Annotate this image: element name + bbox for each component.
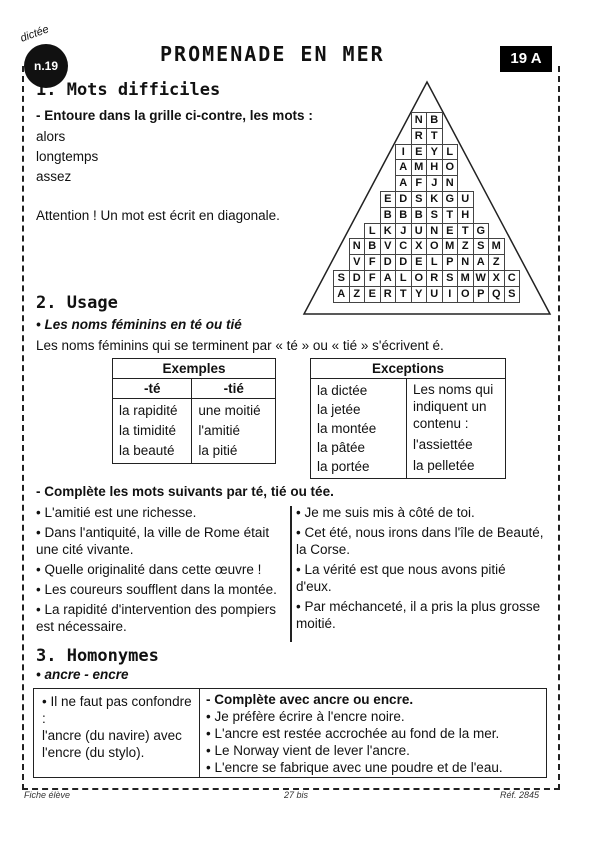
- grid-letter[interactable]: F: [364, 270, 381, 287]
- grid-letter[interactable]: B: [380, 207, 397, 224]
- grid-letter[interactable]: C: [395, 238, 412, 255]
- homonym-exercise: [206, 691, 542, 776]
- grid-letter[interactable]: V: [380, 238, 397, 255]
- dictee-number-badge: n.19: [24, 44, 68, 88]
- grid-letter[interactable]: N: [457, 254, 474, 271]
- grid-row: [412, 112, 443, 129]
- grid-letter[interactable]: T: [442, 207, 459, 224]
- grid-letter[interactable]: L: [395, 270, 412, 287]
- example-te: la beauté: [119, 443, 175, 458]
- grid-letter[interactable]: A: [333, 286, 350, 303]
- grid-row: [412, 128, 443, 145]
- grid-letter[interactable]: D: [395, 191, 412, 208]
- col-tie: -tié: [192, 379, 276, 399]
- homonym-line: • Il ne faut pas confondre :: [42, 694, 192, 726]
- grid-letter[interactable]: S: [333, 270, 350, 287]
- section-3-title: 3. Homonymes: [36, 646, 159, 666]
- grid-letter[interactable]: M: [442, 238, 459, 255]
- homonym-box: [33, 688, 547, 778]
- homonym-line: l'encre (du stylo).: [42, 745, 145, 760]
- homonym-explanation: [42, 693, 192, 761]
- example-te: la rapidité: [119, 403, 178, 418]
- grid-letter[interactable]: K: [426, 191, 443, 208]
- grid-letter[interactable]: M: [411, 159, 428, 176]
- grid-letter[interactable]: I: [442, 286, 459, 303]
- grid-letter[interactable]: I: [395, 144, 412, 161]
- grid-letter[interactable]: M: [488, 238, 505, 255]
- grid-row: [350, 254, 505, 271]
- grid-letter[interactable]: E: [411, 144, 428, 161]
- example-tie: une moitié: [198, 403, 261, 418]
- grid-row: [365, 223, 489, 240]
- grid-row: [396, 175, 458, 192]
- sentence: • La rapidité d'intervention des pompiers est nécessaire.: [36, 602, 276, 634]
- column-divider: [290, 506, 292, 642]
- exception-word: la dictée: [317, 383, 368, 398]
- grid-letter[interactable]: D: [380, 254, 397, 271]
- grid-letter[interactable]: B: [426, 112, 443, 129]
- grid-letter[interactable]: P: [442, 254, 459, 271]
- attention-note: Attention ! Un mot est écrit en diagonale.: [36, 208, 280, 223]
- example-tie: la pitié: [198, 443, 238, 458]
- grid-letter[interactable]: N: [411, 112, 428, 129]
- sentence: • L'amitié est une richesse.: [36, 505, 197, 520]
- grid-letter[interactable]: T: [426, 128, 443, 145]
- grid-letter[interactable]: J: [426, 175, 443, 192]
- sentence: • Je préfère écrire à l'encre noire.: [206, 709, 405, 724]
- grid-letter[interactable]: B: [364, 238, 381, 255]
- grid-letter[interactable]: L: [442, 144, 459, 161]
- exception-word: la montée: [317, 421, 377, 436]
- grid-letter[interactable]: S: [426, 207, 443, 224]
- grid-letter[interactable]: N: [426, 223, 443, 240]
- exceptions-header: Exceptions: [311, 359, 506, 379]
- grid-letter[interactable]: C: [504, 270, 521, 287]
- grid-letter[interactable]: T: [457, 223, 474, 240]
- grid-letter[interactable]: S: [504, 286, 521, 303]
- s3-instruction: - Complète les mots suivants par té, tié ou tée.: [36, 484, 334, 499]
- grid-letter[interactable]: A: [395, 175, 412, 192]
- grid-letter[interactable]: E: [442, 223, 459, 240]
- grid-letter[interactable]: E: [364, 286, 381, 303]
- grid-letter[interactable]: G: [442, 191, 459, 208]
- section-1-title: 1. Mots difficiles: [36, 80, 221, 100]
- sentence: • L'encre se fabrique avec une poudre et de l'eau.: [206, 760, 503, 775]
- s2-intro: Les noms féminins qui se terminent par « té » ou « tié » s'écrivent é.: [36, 338, 444, 353]
- grid-letter[interactable]: U: [411, 223, 428, 240]
- sentence: • Le Norway vient de lever l'ancre.: [206, 743, 410, 758]
- grid-letter[interactable]: R: [411, 128, 428, 145]
- grid-letter[interactable]: D: [349, 270, 366, 287]
- grid-letter[interactable]: O: [411, 270, 428, 287]
- col-te: -té: [113, 379, 192, 399]
- grid-letter[interactable]: X: [411, 238, 428, 255]
- grid-letter[interactable]: H: [457, 207, 474, 224]
- sentence: • Quelle originalité dans cette œuvre !: [36, 562, 262, 577]
- sentence: • La vérité est que nous avons pitié d'eux.: [296, 562, 506, 594]
- footer-page: 27 bis: [284, 790, 309, 800]
- grid-letter[interactable]: Q: [488, 286, 505, 303]
- s1-instruction: - Entoure dans la grille ci-contre, les mots :: [36, 108, 313, 123]
- grid-row: [350, 238, 505, 255]
- grid-row: [334, 270, 520, 287]
- grid-row: [381, 191, 474, 208]
- grid-row: [381, 207, 474, 224]
- exception-note: Les noms qui indiquent un contenu :: [413, 382, 494, 431]
- exception-word: la portée: [317, 459, 370, 474]
- sentence: • L'ancre est restée accrochée au fond de la mer.: [206, 726, 500, 741]
- footer-ref: Réf. 2845: [500, 790, 540, 800]
- grid-row: [334, 286, 520, 303]
- grid-letter[interactable]: M: [457, 270, 474, 287]
- exception-word: la pelletée: [413, 458, 475, 473]
- grid-letter[interactable]: S: [442, 270, 459, 287]
- example-tie: l'amitié: [198, 423, 240, 438]
- exception-word: l'assiettée: [413, 437, 473, 452]
- grid-letter[interactable]: S: [473, 238, 490, 255]
- grid-letter[interactable]: U: [426, 286, 443, 303]
- grid-letter[interactable]: L: [364, 223, 381, 240]
- grid-letter[interactable]: W: [473, 270, 490, 287]
- grid-letter[interactable]: G: [473, 223, 490, 240]
- grid-letter[interactable]: F: [364, 254, 381, 271]
- grid-letter[interactable]: B: [411, 207, 428, 224]
- grid-letter[interactable]: X: [488, 270, 505, 287]
- grid-letter[interactable]: S: [411, 191, 428, 208]
- word-2: longtemps: [36, 149, 99, 164]
- grid-letter[interactable]: A: [380, 270, 397, 287]
- grid-letter[interactable]: P: [473, 286, 490, 303]
- grid-letter[interactable]: O: [426, 238, 443, 255]
- sentence: • Je me suis mis à côté de toi.: [296, 505, 475, 520]
- grid-letter[interactable]: L: [426, 254, 443, 271]
- sentence: • Par méchanceté, il a pris la plus grosse moitié.: [296, 599, 541, 631]
- grid-letter[interactable]: B: [395, 207, 412, 224]
- exercise-right: [296, 504, 544, 635]
- example-te: la timidité: [119, 423, 177, 438]
- grid-letter[interactable]: Z: [457, 238, 474, 255]
- grid-letter[interactable]: U: [457, 191, 474, 208]
- sentence: • Dans l'antiquité, la ville de Rome était une cité vivante.: [36, 525, 270, 557]
- homonym-line: l'ancre (du navire) avec: [42, 728, 182, 743]
- grid-letter[interactable]: H: [426, 159, 443, 176]
- grid-letter[interactable]: Z: [488, 254, 505, 271]
- section-2-title: 2. Usage: [36, 293, 118, 313]
- grid-letter[interactable]: N: [349, 238, 366, 255]
- grid-letter[interactable]: F: [411, 175, 428, 192]
- examples-table: [112, 358, 276, 464]
- page-title: PROMENADE EN MER: [160, 42, 385, 66]
- grid-letter[interactable]: D: [395, 254, 412, 271]
- examples-header: Exemples: [113, 359, 276, 379]
- grid-row: [396, 159, 458, 176]
- grid-letter[interactable]: N: [442, 175, 459, 192]
- grid-letter[interactable]: K: [380, 223, 397, 240]
- exceptions-table: [310, 358, 506, 479]
- grid-row: [396, 144, 458, 161]
- exception-word: la pâtée: [317, 440, 366, 455]
- footer-left: Fiche élève: [24, 790, 71, 800]
- sentence: • Cet été, nous irons dans l'île de Beauté, la Corse.: [296, 525, 544, 557]
- grid-letter[interactable]: A: [473, 254, 490, 271]
- grid-letter[interactable]: E: [411, 254, 428, 271]
- word-3: assez: [36, 169, 72, 184]
- word-1: alors: [36, 129, 66, 144]
- grid-letter[interactable]: A: [395, 159, 412, 176]
- exercise-left: [36, 504, 284, 638]
- grid-letter[interactable]: J: [395, 223, 412, 240]
- grid-letter[interactable]: R: [380, 286, 397, 303]
- sentence: • Les coureurs soufflent dans la montée.: [36, 582, 277, 597]
- grid-letter[interactable]: O: [457, 286, 474, 303]
- grid-letter[interactable]: E: [380, 191, 397, 208]
- s4-subtitle: • ancre - encre: [36, 667, 129, 682]
- s2-subtitle: • Les noms féminins en té ou tié: [36, 317, 242, 332]
- homonym-instruction: - Complète avec ancre ou encre.: [206, 692, 414, 707]
- grid-letter[interactable]: O: [442, 159, 459, 176]
- grid-letter[interactable]: T: [395, 286, 412, 303]
- grid-letter[interactable]: Z: [349, 286, 366, 303]
- dictee-label: dictée: [18, 23, 51, 45]
- exception-word: la jetée: [317, 402, 361, 417]
- page-code: 19 A: [500, 46, 552, 72]
- homonym-divider: [199, 689, 200, 777]
- grid-letter[interactable]: V: [349, 254, 366, 271]
- grid-letter[interactable]: Y: [426, 144, 443, 161]
- grid-letter[interactable]: R: [426, 270, 443, 287]
- grid-letter[interactable]: Y: [411, 286, 428, 303]
